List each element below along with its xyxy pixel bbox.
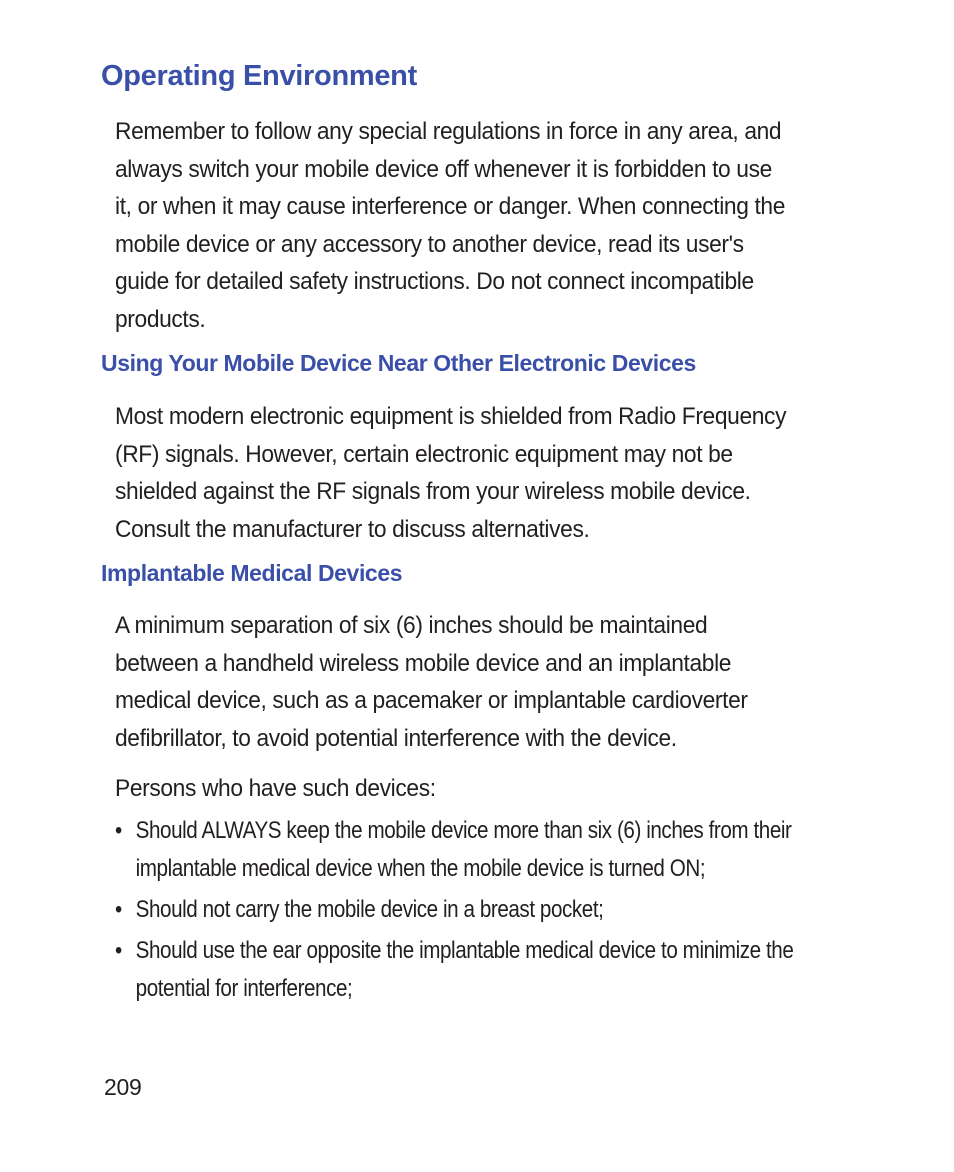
list-item (115, 932, 889, 1008)
bullet-icon: • (115, 817, 122, 844)
paragraph-near-electronic-devices (115, 398, 885, 548)
text-line: mobile device or any accessory to another device, read its user's (115, 230, 744, 258)
text-line: Should ALWAYS keep the mobile device more than six (6) inches from their (135, 817, 792, 844)
text-line: shielded against the RF signals from your wireless mobile device. (115, 478, 751, 505)
text-line: potential for interference; (135, 975, 353, 1002)
text-line: defibrillator, to avoid potential interference with the device. (115, 724, 677, 752)
text-line: it, or when it may cause interference or danger. When connecting the (115, 193, 786, 220)
bullet-icon: • (115, 896, 122, 923)
bullet-icon: • (115, 937, 122, 964)
text-line: implantable medical device when the mobile device is turned ON; (135, 855, 706, 882)
text-line: always switch your mobile device off whenever it is forbidden to use (115, 155, 772, 183)
list-item (115, 812, 889, 888)
text-line: Consult the manufacturer to discuss alternatives. (115, 515, 590, 543)
text-line: Remember to follow any special regulations in force in any area, and (115, 118, 782, 145)
text-line: Should use the ear opposite the implantable medical device to minimize the (135, 937, 794, 964)
persons-intro (115, 770, 885, 808)
page-number: 209 (104, 1074, 142, 1100)
text-line: Most modern electronic equipment is shielded from Radio Frequency (115, 403, 787, 430)
subsection-title-near-electronic-devices: Using Your Mobile Device Near Other Electronic Devices (101, 350, 696, 376)
text-line: (RF) signals. However, certain electronic equipment may not be (115, 440, 733, 468)
precaution-list (115, 812, 889, 1011)
paragraph-implantable-medical-devices (115, 607, 885, 757)
text-line: A minimum separation of six (6) inches should be maintained (115, 612, 708, 639)
text-line: between a handheld wireless mobile device and an implantable (115, 649, 732, 677)
paragraph-operating-environment (115, 113, 885, 338)
subsection-title-implantable-medical-devices: Implantable Medical Devices (101, 560, 403, 586)
text-line: medical device, such as a pacemaker or implantable cardioverter (115, 687, 748, 714)
text-line: guide for detailed safety instructions. Do not connect incompatible (115, 268, 754, 295)
text-line: Should not carry the mobile device in a breast pocket; (135, 896, 604, 923)
text-line: products. (115, 305, 206, 333)
section-title-operating-environment: Operating Environment (101, 60, 417, 92)
text-line: Persons who have such devices: (115, 775, 436, 802)
list-item (115, 891, 889, 929)
